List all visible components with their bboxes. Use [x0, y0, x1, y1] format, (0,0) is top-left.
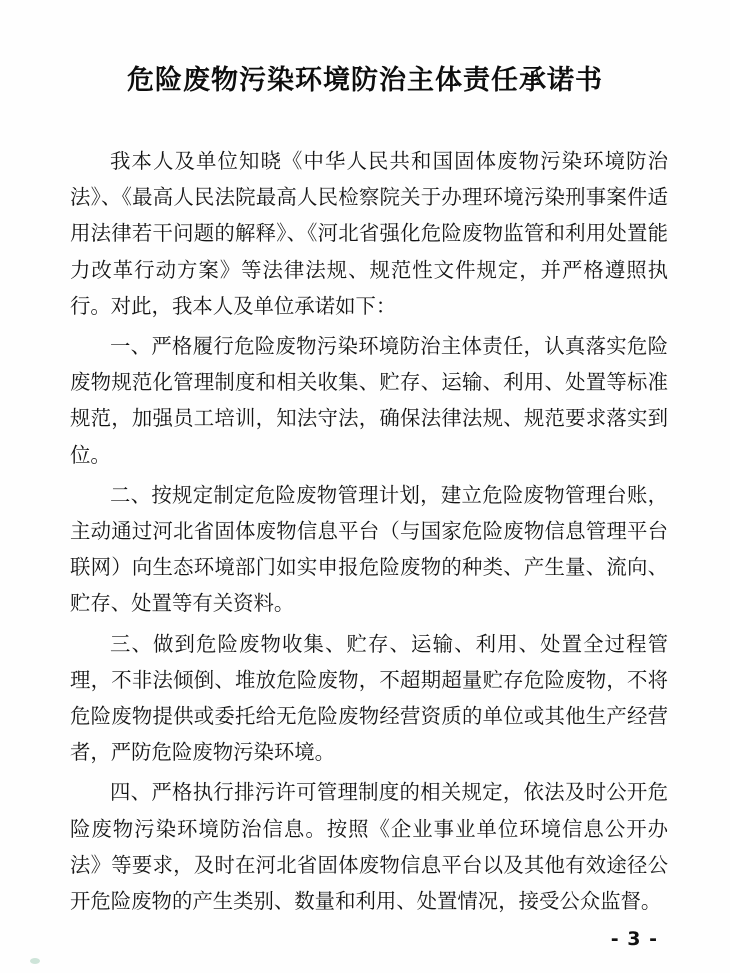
- page-number: - 3 -: [610, 928, 658, 950]
- paragraph-commitment-2: 二、按规定制定危险废物管理计划，建立危险废物管理台账，主动通过河北省固体废物信息平台（与国家危险废物信息管理平台联网）向生态环境部门如实申报危险废物的种类、产生量、流向、贮存、处置等有关资料。: [70, 482, 668, 616]
- document-title: 危险废物污染环境防治主体责任承诺书: [127, 65, 603, 96]
- paragraph-commitment-3: 三、做到危险废物收集、贮存、运输、利用、处置全过程管理，不非法倾倒、堆放危险废物，不超期超量贮存危险废物，不将危险废物提供或委托给无危险废物经营资质的单位或其他生产经营者，严防危险废物污染环境。: [70, 631, 668, 765]
- paragraph-intro: 我本人及单位知晓《中华人民共和国固体废物污染环境防治法》、《最高人民法院最高人民检察院关于办理环境污染刑事案件适用法律若干问题的解释》、《河北省强化危险废物监管和利用处置能力改革行动方案》等法律法规、规范性文件规定，并严格遵照执行。对此，我本人及单位承诺如下：: [70, 149, 668, 318]
- paragraph-commitment-1: 一、严格履行危险废物污染环境防治主体责任，认真落实危险废物规范化管理制度和相关收集、贮存、运输、利用、处置等标准规范，加强员工培训，知法守法，确保法律法规、规范要求落实到位。: [70, 334, 668, 467]
- document-body: [70, 143, 668, 919]
- paragraph-commitment-4: 四、严格执行排污许可管理制度的相关规定，依法及时公开危险废物污染环境防治信息。按照《企业事业单位环境信息公开办法》等要求，及时在河北省固体废物信息平台以及其他有效途径公开危险废物的产生类别、数量和利用、处置情况，接受公众监督。: [70, 780, 668, 914]
- scan-speck: [30, 958, 40, 964]
